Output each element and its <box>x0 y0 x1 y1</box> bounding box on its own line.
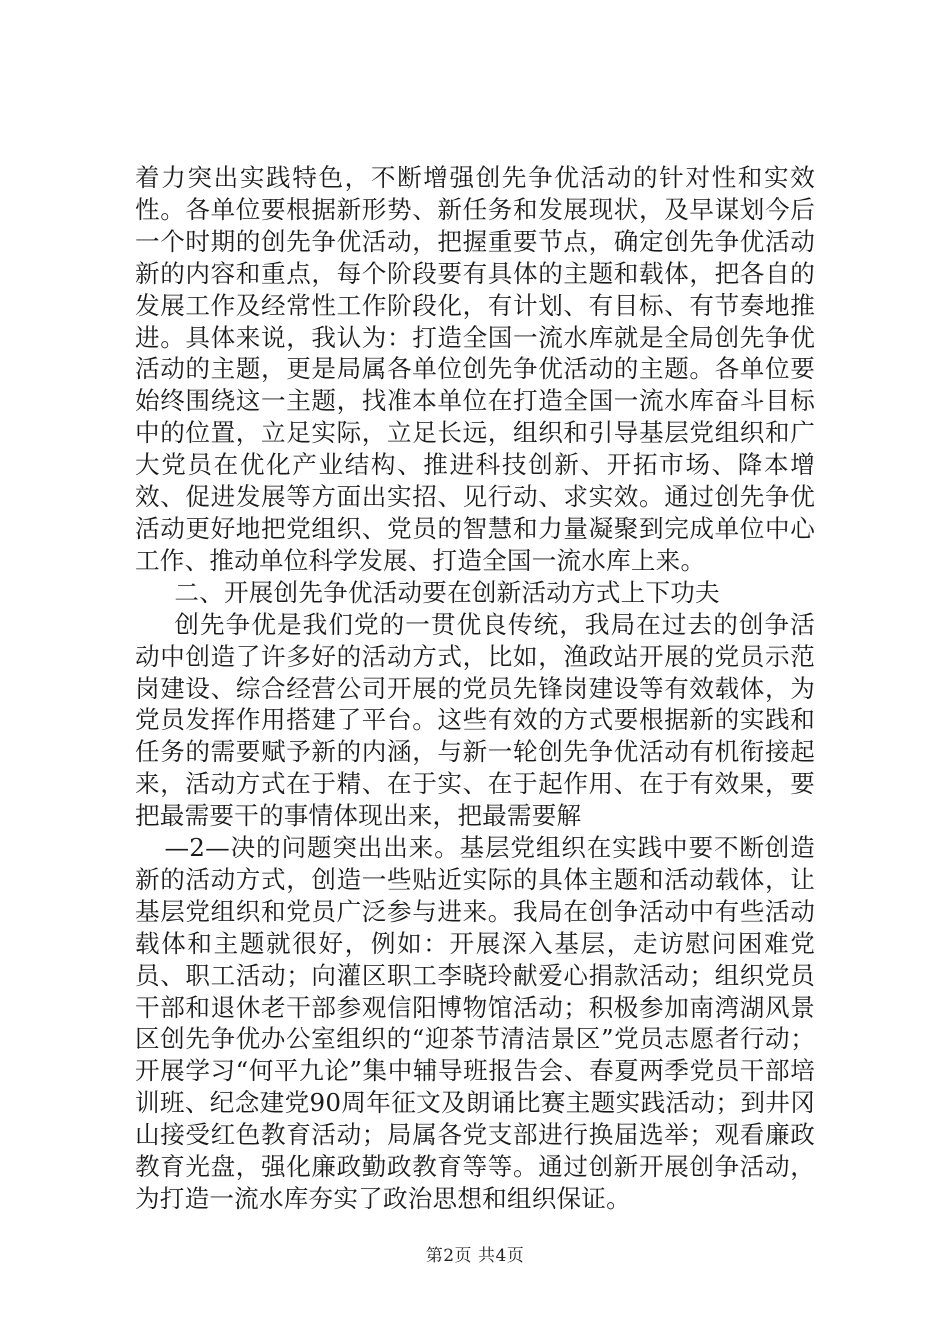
page-number-footer: 第2页 共4页 <box>425 1246 525 1266</box>
section-heading: 二、开展创先争优活动要在创新活动方式上下功夫 <box>174 577 720 607</box>
document-body <box>135 162 815 1215</box>
paragraph-body: —2—决的问题突出出来。基层党组织在实践中要不断创造新的活动方式，创造一些贴近实际的具体主题和活动载体，让基层党组织和党员广泛参与进来。我局在创争活动中有些活动载体和主题就很好，例如：开展深入基层，走访慰问困难党员、职工活动；向灌区职工李晓玲献爱心捐款活动；组织党员干部和退休老干部参观信阳博物馆活动；积极参加南湾湖风景区创先争优办公室组织的“迎茶节清洁景区”党员志愿者行动；开展学习“何平九论”集中辅导班报告会、春夏两季党员干部培训班、纪念建党90周年征文及朗诵比赛主题实践活动；到井冈山接受红色教育活动；局属各党支部进行换届选举；观看廉政教育光盘，强化廉政勤政教育等等。通过创新开展创争活动，为打造一流水库夯实了政治思想和组织保证。 <box>135 833 815 1213</box>
paragraph-body: 创先争优是我们党的一贯优良传统，我局在过去的创争活动中创造了许多好的活动方式，比如，渔政站开展的党员示范岗建设、综合经营公司开展的党员先锋岗建设等有效载体，为党员发挥作用搭建了平台。这些有效的方式要根据新的实践和任务的需要赋予新的内涵，与新一轮创先争优活动有机衔接起来，活动方式在于精、在于实、在于起作用、在于有效果，要把最需要干的事情体现出来，把最需要解 <box>135 609 815 831</box>
paragraph-continuation: 着力突出实践特色，不断增强创先争优活动的针对性和实效性。各单位要根据新形势、新任务和发展现状，及早谋划今后一个时期的创先争优活动，把握重要节点，确定创先争优活动新的内容和重点，每个阶段要有具体的主题和载体，把各自的发展工作及经常性工作阶段化，有计划、有目标、有节奏地推进。具体来说，我认为：打造全国一流水库就是全局创先争优活动的主题，更是局属各单位创先争优活动的主题。各单位要始终围绕这一主题，找准本单位在打造全国一流水库奋斗目标中的位置，立足实际，立足长远，组织和引导基层党组织和广大党员在优化产业结构、推进科技创新、开拓市场、降本增效、促进发展等方面出实招、见行动、求实效。通过创先争优活动更好地把党组织、党员的智慧和力量凝聚到完成单位中心工作、推动单位科学发展、打造全国一流水库上来。 <box>135 163 815 575</box>
